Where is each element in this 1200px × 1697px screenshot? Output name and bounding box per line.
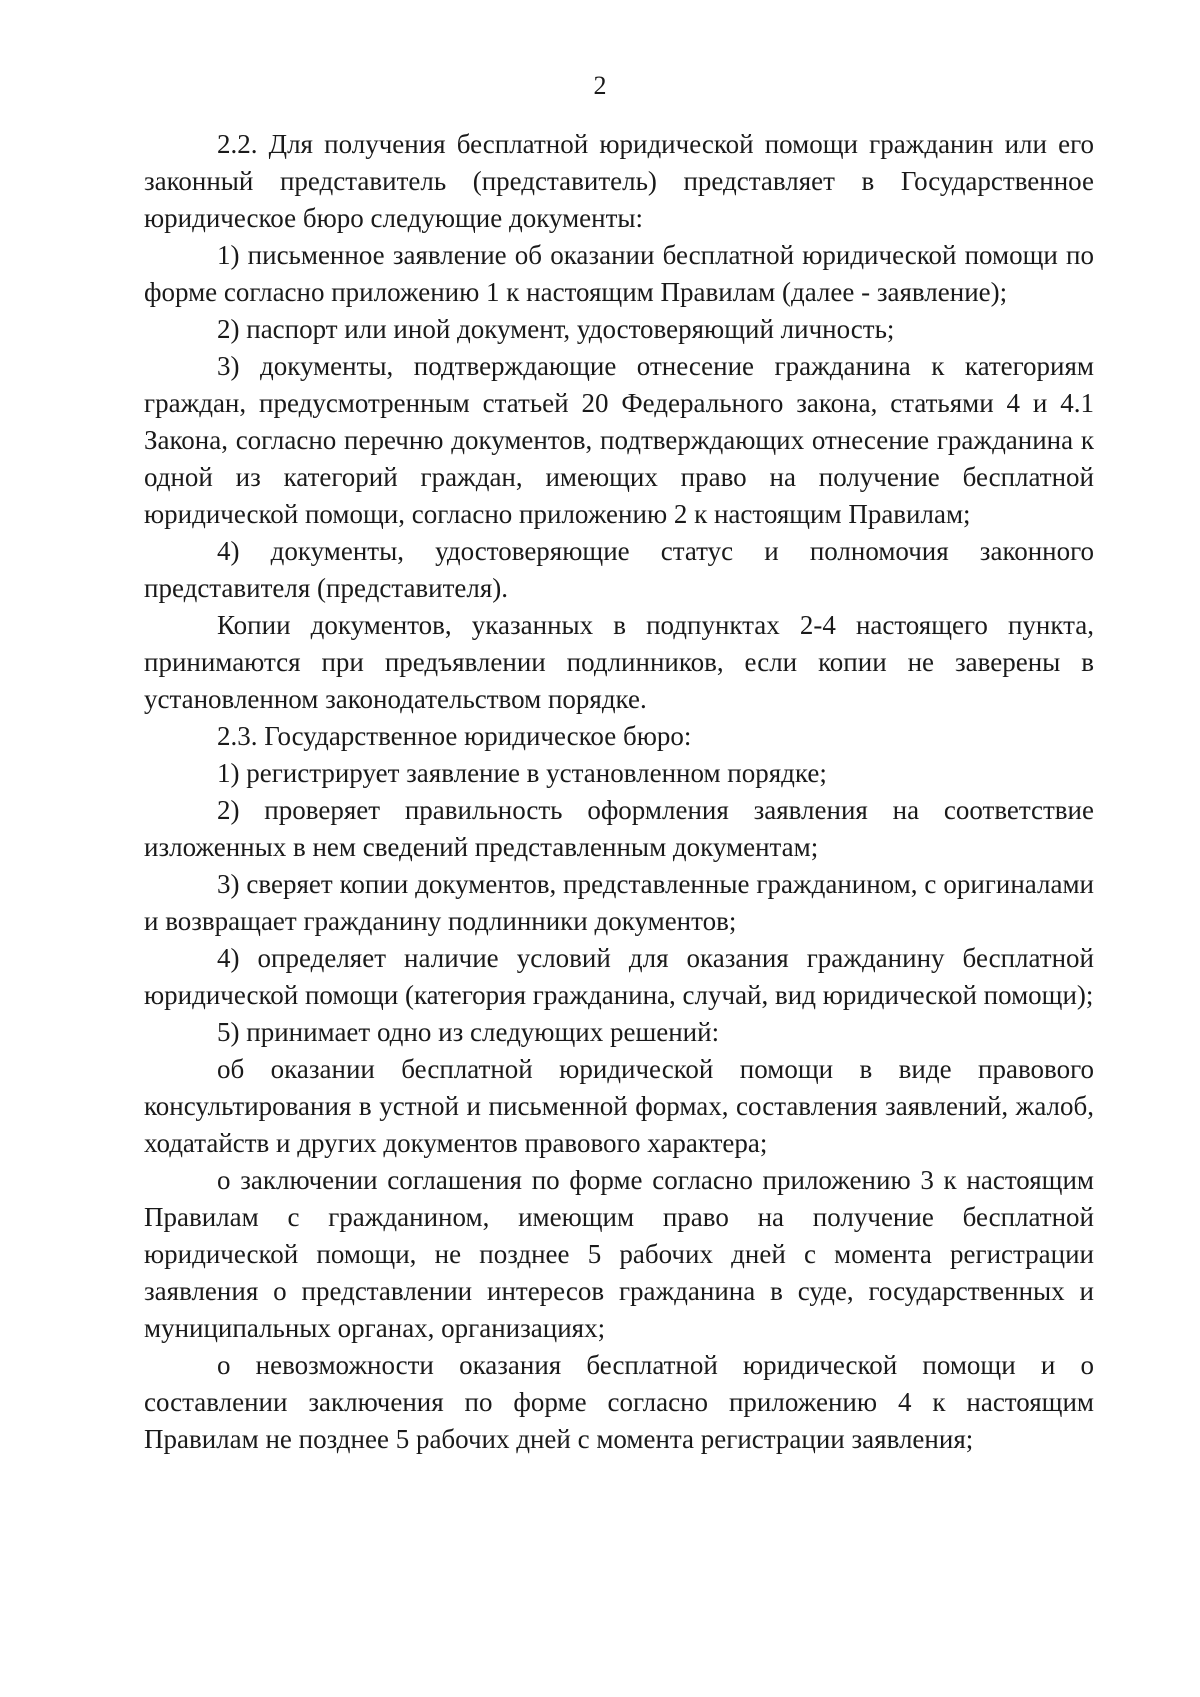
list-item-determines-conditions: 4) определяет наличие условий для оказания гражданину бесплатной юридической помощи (категория гражданина, случай, вид юридической помощи); [144, 943, 1094, 1010]
document-body [144, 126, 1094, 1458]
list-item-representative-documents: 4) документы, удостоверяющие статус и полномочия законного представителя (представителя). [144, 536, 1094, 603]
list-item-category-documents: 3) документы, подтверждающие отнесение гражданина к категориям граждан, предусмотренным статьей 20 Федерального закона, статьями 4 и 4.1 Закона, согласно перечню документов, подтверждающих отнесение гражданина к одной из категорий граждан, имеющих право на получение бесплатной юридической помощи, согласно приложению 2 к настоящим Правилам; [144, 351, 1094, 529]
list-item-application: 1) письменное заявление об оказании бесплатной юридической помощи по форме согласно приложению 1 к настоящим Правилам (далее - заявление); [144, 240, 1094, 307]
list-item-decisions: 5) принимает одно из следующих решений: [217, 1017, 720, 1047]
list-item-passport: 2) паспорт или иной документ, удостоверяющий личность; [217, 314, 895, 344]
page-number: 2 [593, 71, 607, 100]
decision-impossibility: о невозможности оказания бесплатной юридической помощи и о составлении заключения по форме согласно приложению 4 к настоящим Правилам не позднее 5 рабочих дней с момента регистрации заявления; [144, 1350, 1094, 1454]
list-item-registers: 1) регистрирует заявление в установленном порядке; [217, 758, 827, 788]
paragraph-copies: Копии документов, указанных в подпунктах 2-4 настоящего пункта, принимаются при предъявлении подлинников, если копии не заверены в установленном законодательством порядке. [144, 610, 1094, 714]
decision-consultation: об оказании бесплатной юридической помощи в виде правового консультирования в устной и письменной формах, составления заявлений, жалоб, ходатайств и других документов правового характера; [144, 1054, 1094, 1158]
paragraph-2-2: 2.2. Для получения бесплатной юридической помощи гражданин или его законный представитель (представитель) представляет в Государственное юридическое бюро следующие документы: [144, 129, 1094, 233]
list-item-checks: 2) проверяет правильность оформления заявления на соответствие изложенных в нем сведений представленным документам; [144, 795, 1094, 862]
paragraph-2-3: 2.3. Государственное юридическое бюро: [217, 721, 692, 751]
decision-agreement: о заключении соглашения по форме согласно приложению 3 к настоящим Правилам с гражданином, имеющим право на получение бесплатной юридической помощи, не позднее 5 рабочих дней с момента регистрации заявления о представлении интересов гражданина в суде, государственных и муниципальных органах, организациях; [144, 1165, 1094, 1343]
list-item-verifies-copies: 3) сверяет копии документов, представленные гражданином, с оригиналами и возвращает гражданину подлинники документов; [144, 869, 1094, 936]
